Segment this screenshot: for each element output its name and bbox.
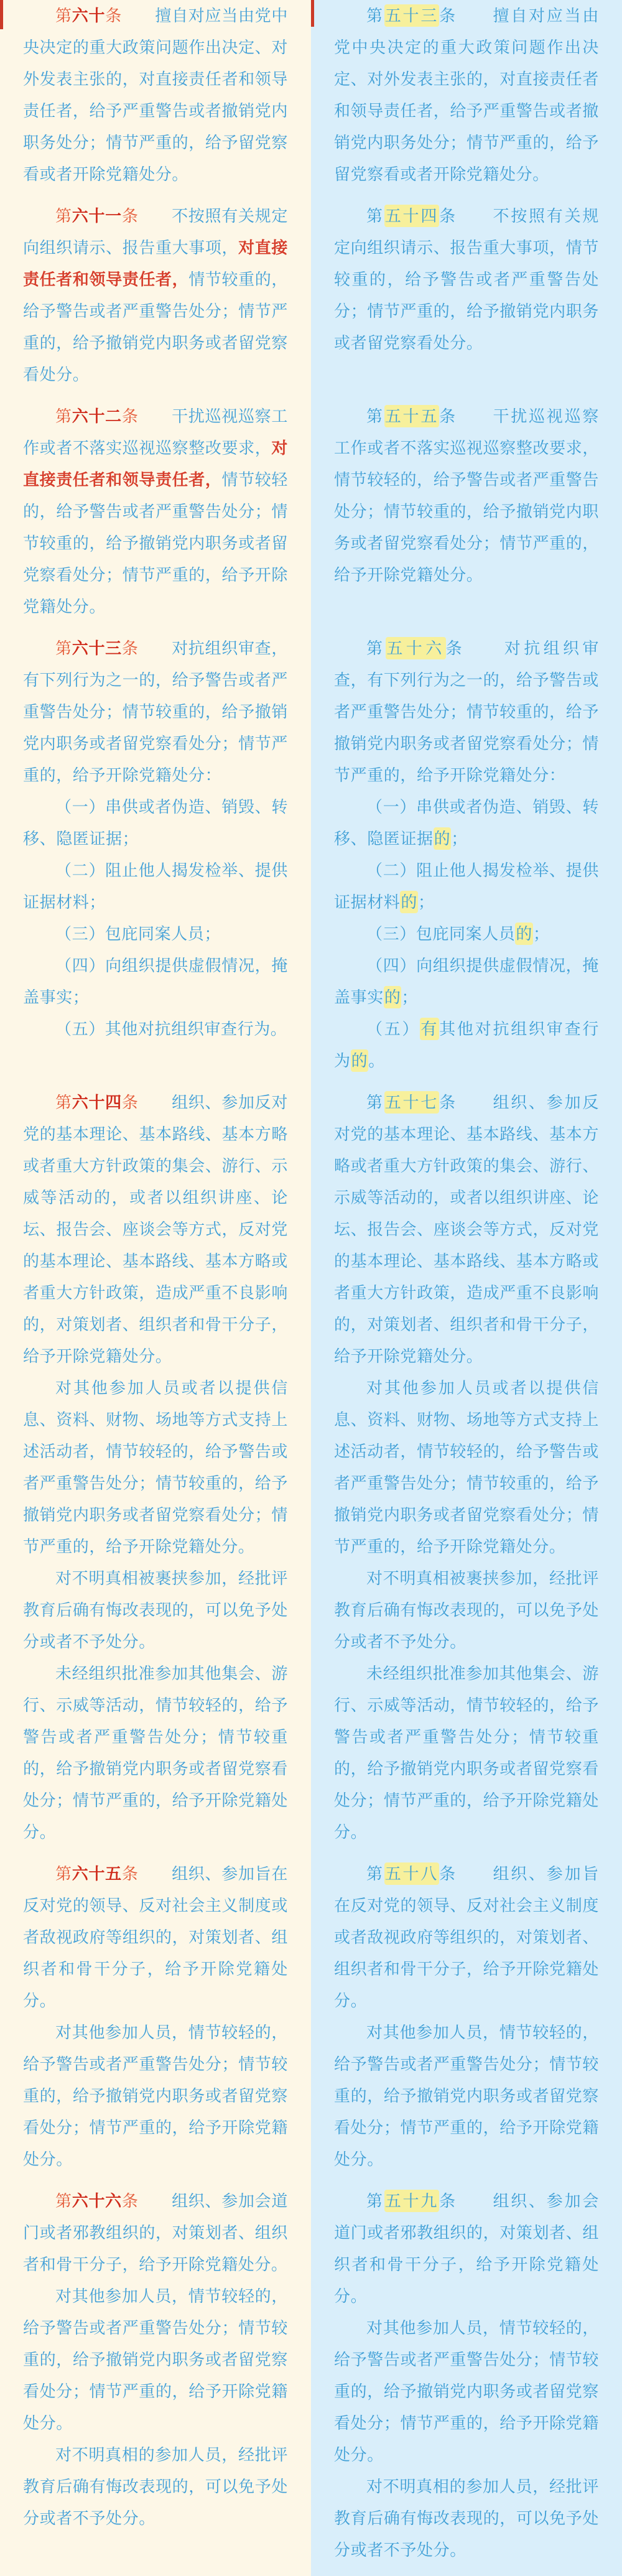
highlighted-added-text: 五十五: [384, 405, 439, 427]
body-text: 对其他参加人员，情节较轻的，给予警告或者严重警告处分；情节较重的，给予撤销党内职务或者留党察看处分；情节严重的，给予开除党籍处分。: [334, 2318, 599, 2464]
article-paragraph: [334, 1013, 599, 1077]
old-version-article: [0, 2185, 311, 2576]
body-text: 条 干扰巡视巡察工作或者不落实巡视巡察整改要求，情节较轻的，给予警告或者严重警告处分；情节较重的，给予撤销党内职务或者留党察看处分；情节严重的，给予开除党籍处分。: [334, 407, 599, 584]
body-text: 对不明真相的参加人员，经批评教育后确有悔改表现的，可以免予处分或者不予处分。: [23, 2445, 288, 2527]
article-paragraph: [23, 791, 288, 855]
body-text: 对不明真相的参加人员，经批评教育后确有悔改表现的，可以免予处分或者不予处分。: [334, 2477, 599, 2559]
article-paragraph: [334, 791, 599, 855]
article-number: 六十四: [72, 1093, 122, 1112]
body-text: 对不明真相被裹挟参加，经批评教育后确有悔改表现的，可以免予处分或者不予处分。: [23, 1569, 288, 1651]
highlighted-added-text: 五十三: [384, 4, 439, 27]
deleted-emphasis-text: 对直接责任者和领导责任者，: [23, 238, 288, 289]
body-text: 未经组织批准参加其他集会、游行、示威等活动，情节较轻的，给予警告或者严重警告处分；情节较重的，给予撤销党内职务或者留党察看处分；情节严重的，给予开除党籍处分。: [23, 1664, 288, 1841]
body-text: 对其他参加人员，情节较轻的，给予警告或者严重警告处分；情节较重的，给予撤销党内职务或者留党察看处分；情节严重的，给予开除党籍处分。: [23, 2287, 288, 2432]
body-text: 条 对抗组织审查，有下列行为之一的，给予警告或者严重警告处分；情节较重的，给予撤销党内职务或者留党察看处分；情节严重的，给予开除党籍处分：: [334, 639, 599, 784]
new-version-article: [311, 1858, 622, 2185]
body-text: （三）包庇同案人员: [366, 924, 516, 943]
body-text: （一）串供或者伪造、销毁、转移、隐匿证据: [334, 797, 599, 848]
body-text: 第: [366, 2192, 384, 2210]
left-edge-red-accent: [0, 0, 3, 29]
body-text: ；: [418, 893, 435, 911]
body-text: 第: [366, 6, 384, 25]
highlighted-added-text: 的: [351, 1049, 369, 1072]
article-paragraph: [23, 633, 288, 791]
highlighted-added-text: 五十九: [384, 2190, 439, 2212]
highlighted-added-text: 的: [400, 891, 418, 913]
article-number-marker: 条: [105, 6, 122, 25]
highlighted-added-text: 的: [384, 986, 402, 1008]
highlighted-added-text: 的: [434, 827, 452, 850]
article-paragraph: [23, 401, 288, 623]
body-text: 第: [366, 1864, 384, 1883]
article-number-marker: 第: [55, 639, 72, 658]
article-paragraph: [23, 2439, 288, 2534]
body-text: 条 组织、参加反对党的基本理论、基本路线、基本方略或者重大方针政策的集会、游行、示威等活动的，或者以组织讲座、论坛、报告会、座谈会等方式，反对党的基本理论、基本路线、基本方略或者重大方针政策，造成严重不良影响的，对策划者、组织者和骨干分子，给予开除党籍处分。: [334, 1093, 599, 1365]
article-row: [0, 0, 622, 200]
body-text: 组织、参加旨在反对党的领导、反对社会主义制度或者敌视政府等组织的，对策划者、组织者和骨干分子，给予开除党籍处分。: [23, 1864, 289, 2010]
article-paragraph: [334, 1658, 599, 1848]
body-text: 干扰巡视巡察工作或者不落实巡视巡察整改要求，: [23, 407, 289, 457]
article-paragraph: [23, 2281, 288, 2439]
article-number-marker: 条: [121, 639, 139, 658]
new-version-article: [311, 200, 622, 401]
article-paragraph: [334, 950, 599, 1013]
article-paragraph: [334, 855, 599, 918]
body-text: （二）阻止他人揭发检举、提供证据材料；: [23, 861, 288, 911]
body-text: 组织、参加反对党的基本理论、基本路线、基本方略或者重大方针政策的集会、游行、示威等活动的，或者以组织讲座、论坛、报告会、座谈会等方式，反对党的基本理论、基本路线、基本方略或者重大方针政策，造成严重不良影响的，对策划者、组织者和骨干分子，给予开除党籍处分。: [23, 1093, 289, 1365]
body-text: （二）阻止他人揭发检举、提供证据材料: [334, 861, 599, 911]
article-row: [0, 401, 622, 633]
article-paragraph: [23, 1087, 288, 1372]
article-paragraph: [334, 918, 599, 950]
article-number: 六十一: [72, 207, 122, 225]
body-text: 对其他参加人员，情节较轻的，给予警告或者严重警告处分；情节较重的，给予撤销党内职务或者留党察看处分；情节严重的，给予开除党籍处分。: [334, 2023, 599, 2169]
article-row: [0, 1858, 622, 2185]
article-number-marker: 第: [55, 1093, 72, 1112]
article-paragraph: [334, 1563, 599, 1658]
article-paragraph: [334, 0, 599, 190]
highlighted-added-text: 五十八: [384, 1862, 439, 1885]
article-paragraph: [334, 2017, 599, 2175]
body-text: ；: [401, 988, 419, 1007]
article-paragraph: [334, 633, 599, 791]
body-text: （三）包庇同案人员；: [55, 924, 221, 943]
highlighted-added-text: 有: [420, 1018, 439, 1040]
body-text: 第: [366, 1093, 384, 1112]
article-number: 六十六: [72, 2192, 122, 2210]
article-paragraph: [334, 200, 599, 359]
article-number-marker: 条: [121, 1093, 139, 1112]
article-number: 六十五: [72, 1864, 122, 1883]
old-version-article: [0, 200, 311, 401]
article-paragraph: [23, 1658, 288, 1848]
article-paragraph: [23, 2185, 288, 2281]
body-text: 。: [368, 1051, 385, 1070]
new-version-article: [311, 2185, 622, 2576]
article-number-marker: 第: [55, 1864, 72, 1883]
body-text: 条 不按照有关规定向组织请示、报告重大事项，情节较重的，给予警告或者严重警告处分；情节严重的，给予撤销党内职务或者留党察看处分。: [334, 207, 599, 352]
article-paragraph: [23, 0, 288, 190]
article-paragraph: [23, 1858, 288, 2017]
article-number: 六十: [72, 6, 106, 25]
article-paragraph: [334, 1372, 599, 1563]
column-divider-red-accent: [311, 0, 314, 27]
body-text: 条 擅自对应当由党中央决定的重大政策问题作出决定、对外发表主张的，对直接责任者和领导责任者，给予严重警告或者撤销党内职务处分；情节严重的，给予留党察看或者开除党籍处分。: [334, 6, 599, 184]
new-version-article: [311, 0, 622, 200]
article-paragraph: [334, 2471, 599, 2566]
body-text: 其他对抗组织审查行为: [334, 1020, 599, 1070]
article-paragraph: [334, 1087, 599, 1372]
article-number-marker: 条: [121, 407, 139, 425]
article-paragraph: [23, 1013, 288, 1045]
highlighted-added-text: 五十七: [384, 1091, 439, 1114]
article-row: [0, 633, 622, 1087]
body-text: （五）: [366, 1020, 420, 1038]
body-text: （五）其他对抗组织审查行为。: [55, 1020, 287, 1038]
article-number: 六十三: [72, 639, 122, 658]
article-number-marker: 条: [121, 2192, 139, 2210]
new-version-article: [311, 401, 622, 633]
old-version-article: [0, 1858, 311, 2185]
body-text: ；: [533, 924, 550, 943]
body-text: 组织、参加会道门或者邪教组织的，对策划者、组织者和骨干分子，给予开除党籍处分。: [23, 2192, 289, 2274]
article-paragraph: [23, 950, 288, 1013]
new-version-article: [311, 633, 622, 1087]
article-row: [0, 200, 622, 401]
body-text: 对其他参加人员或者以提供信息、资料、财物、场地等方式支持上述活动者，情节较轻的，给予警告或者严重警告处分；情节较重的，给予撤销党内职务或者留党察看处分；情节严重的，给予开除党籍处分。: [23, 1379, 288, 1556]
old-version-article: [0, 633, 311, 1087]
article-paragraph: [334, 2312, 599, 2471]
article-paragraph: [23, 855, 288, 918]
body-text: 对其他参加人员或者以提供信息、资料、财物、场地等方式支持上述活动者，情节较轻的，给予警告或者严重警告处分；情节较重的，给予撤销党内职务或者留党察看处分；情节严重的，给予开除党籍处分。: [334, 1379, 599, 1556]
article-paragraph: [23, 1563, 288, 1658]
article-row: [0, 2185, 622, 2576]
article-paragraph: [23, 200, 288, 391]
body-text: （四）向组织提供虚假情况，掩盖事实: [334, 956, 599, 1007]
body-text: 情节较轻的，给予警告或者严重警告处分；情节较重的，给予撤销党内职务或者留党察看处分；情节严重的，给予开除党籍处分。: [23, 470, 288, 616]
article-paragraph: [23, 2017, 288, 2175]
article-paragraph: [23, 918, 288, 950]
body-text: 对其他参加人员，情节较轻的，给予警告或者严重警告处分；情节较重的，给予撤销党内职务或者留党察看处分；情节严重的，给予开除党籍处分。: [23, 2023, 288, 2169]
article-paragraph: [334, 1858, 599, 2017]
article-number-marker: 第: [55, 6, 72, 25]
body-text: 条 组织、参加会道门或者邪教组织的，对策划者、组织者和骨干分子，给予开除党籍处分。: [334, 2192, 599, 2305]
article-number-marker: 第: [55, 2192, 72, 2210]
body-text: （一）串供或者伪造、销毁、转移、隐匿证据；: [23, 797, 288, 848]
article-paragraph: [23, 1372, 288, 1563]
deleted-emphasis-text: 对直接责任者和领导责任者，: [23, 439, 288, 489]
highlighted-added-text: 的: [515, 923, 533, 945]
old-version-article: [0, 1087, 311, 1858]
article-number: 六十二: [72, 407, 122, 425]
old-version-article: [0, 0, 311, 200]
highlighted-added-text: 五十四: [384, 205, 439, 227]
body-text: 第: [366, 407, 384, 425]
body-text: 第: [366, 639, 386, 658]
body-text: 对不明真相被裹挟参加，经批评教育后确有悔改表现的，可以免予处分或者不予处分。: [334, 1569, 599, 1651]
body-text: ；: [451, 829, 468, 848]
body-text: 条 组织、参加旨在反对党的领导、反对社会主义制度或者敌视政府等组织的，对策划者、组织者和骨干分子，给予开除党籍处分。: [334, 1864, 599, 2010]
article-number-marker: 条: [121, 1864, 139, 1883]
article-paragraph: [334, 401, 599, 591]
body-text: 擅自对应当由党中央决定的重大政策问题作出决定、对外发表主张的，对直接责任者和领导责任者，给予严重警告或者撤销党内职务处分；情节严重的，给予留党察看或者开除党籍处分。: [23, 6, 289, 184]
article-row: [0, 1087, 622, 1858]
body-text: 情节较重的，给予警告或者严重警告处分；情节严重的，给予撤销党内职务或者留党察看处分。: [23, 270, 288, 384]
highlighted-added-text: 五十六: [386, 637, 445, 659]
body-text: 第: [366, 207, 384, 225]
body-text: （四）向组织提供虚假情况，掩盖事实；: [23, 956, 288, 1007]
body-text: 对抗组织审查，有下列行为之一的，给予警告或者严重警告处分；情节较重的，给予撤销党内职务或者留党察看处分；情节严重的，给予开除党籍处分：: [23, 639, 289, 784]
article-number-marker: 条: [121, 207, 139, 225]
new-version-article: [311, 1087, 622, 1858]
old-version-article: [0, 401, 311, 633]
article-number-marker: 第: [55, 407, 72, 425]
article-paragraph: [334, 2185, 599, 2312]
body-text: 未经组织批准参加其他集会、游行、示威等活动，情节较轻的，给予警告或者严重警告处分；情节较重的，给予撤销党内职务或者留党察看处分；情节严重的，给予开除党籍处分。: [334, 1664, 599, 1841]
body-text: 不按照有关规定向组织请示、报告重大事项，: [23, 207, 289, 257]
article-number-marker: 第: [55, 207, 72, 225]
